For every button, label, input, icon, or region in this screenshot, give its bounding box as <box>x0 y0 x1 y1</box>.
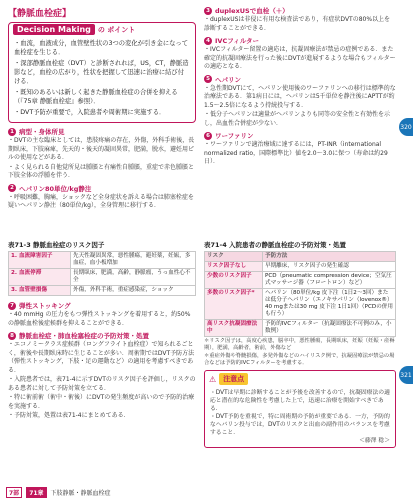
right-column <box>204 6 396 168</box>
dm-body <box>9 36 195 122</box>
caution-line: ・DVTは早期に診断することが予後を改善するので，抗凝固療法の適応と潜在的な危険性を考慮した上で，迅速に治療を開始すべきである． <box>210 390 390 412</box>
item-title: 静脈血栓症・肺血栓塞栓症の予防対策・処置 <box>19 332 149 340</box>
left-column <box>8 240 196 422</box>
row-value: PCD（pneumatic compression device；空気圧式マッサージ器（フロートロン）など） <box>263 272 396 289</box>
item-title: 弾性ストッキング <box>19 302 71 310</box>
dm-bullet: ・血流，血液成分，血管壁性状の3つの変化が引き金になって血栓症を生じる． <box>14 40 189 56</box>
row-header: 3. 血管壁損傷 <box>9 286 71 296</box>
row-header: 高リスク抗凝固療法中 <box>205 320 263 337</box>
section-title-text: 【静脈血栓症】 <box>8 9 72 19</box>
item-line: ・予防対策，処置は表71-4にまとめてある． <box>8 412 130 419</box>
item-line: ・低分子ヘパリンは適量がヘパリンよりも同等の安全性と有効性を示し，出血性合併症が少ない． <box>204 111 391 127</box>
item-7 <box>8 301 196 328</box>
row-value: 早期離床，リスク因子の発生確認 <box>263 262 396 272</box>
item-line: ・よく見られる自他覚所見は腫脹と有痛性自腫脹，重症で赤色腫脹と下肢全体の浮腫を伴う． <box>8 163 195 179</box>
table-row <box>9 269 196 286</box>
table-71-3-title: 表71-3 静脈血栓症のリスク因子 <box>8 241 105 249</box>
right-column <box>204 240 396 448</box>
table-71-4-title: 表71-4 入院患者の静脈血栓症の予防対策・処置 <box>204 241 347 249</box>
page-tab-321: 321 <box>399 366 413 384</box>
warning-icon: ⚠ <box>209 374 217 384</box>
table-note: ＊リスク因子は，高度心疾患，脳卒中，悪性腫瘍，長期臥床，妊娠（妊娠・産褥期），肥満，高齢者，術前，外傷など <box>204 338 395 351</box>
table-71-4 <box>204 251 396 337</box>
author: ＜藤澤 稔＞ <box>359 438 390 444</box>
item-1 <box>8 127 196 181</box>
item-line: ・IVCフィルター留置の適応は，抗凝固療法が禁忌の症例である．また確定的抗凝固療法を行った後にDVTが進展するような場合もフィルターの適応となる． <box>204 46 396 70</box>
table-row <box>205 262 396 272</box>
item-5 <box>204 75 396 129</box>
num-icon: 3 <box>204 7 212 15</box>
left-column <box>8 6 196 212</box>
item-line: ・特に術前術（術中・術後）にDVTの発生頻度が高いので予防的治療を実施する． <box>8 394 195 410</box>
footer-part: 7部 <box>6 487 22 498</box>
item-8 <box>8 331 196 421</box>
footer-title: 下肢静脈・静脈血栓症 <box>50 489 111 497</box>
row-header: 多数のリスク因子* <box>205 289 263 320</box>
item-line: ・急性期DVTにて，ヘパリン使用後のワーファリンへの移行は標準的な治療法である．第1病日には，ヘパリンは5千単位を静注後にAPTTが約1.5〜2.5倍になるよう持続投与する． <box>204 84 396 109</box>
table-row <box>205 320 396 337</box>
row-header: リスク因子なし <box>205 262 263 272</box>
num-icon: 1 <box>8 128 16 136</box>
row-header: 1. 血流障害因子 <box>9 252 71 269</box>
caution-body <box>205 387 395 447</box>
item-line: ・入院患者では，表71-4に示すDVTのリスク因子を評価し，リスクのある患者に対して予防対策を立てる． <box>8 376 196 392</box>
item-title: ワーファリン <box>215 132 254 140</box>
item-line: ・エコノミークラス症候群（ロングフライト血栓症）で知られるごとく，術後や長期臥床時に生じることが多い．周術期ではDVT予防方法（弾性ストッキング，下肢・足の運動など）の適用を考慮すべきである． <box>8 341 195 374</box>
item-4 <box>204 36 396 72</box>
row-value: 長期臥床，肥満，高齢，静脈瘤，うっ血性心不全 <box>71 269 196 286</box>
table-row <box>205 272 396 289</box>
dm-bullet: ・深部静脈血栓症（DVT）と診断されれば，US，CT，静脈造影など，血栓の広がり，性状を把握して迅速に治療に結び付ける． <box>14 60 189 85</box>
dm-header <box>9 23 195 36</box>
column-header: リスク <box>205 252 263 262</box>
item-6 <box>204 131 396 167</box>
row-value: 予防的IVCフィルター（抗凝固療法不可例のみ，小数例） <box>263 320 396 337</box>
item-line: ・ワーファリンで適治療域に達するには，PT-INR（international normalized ratio，国際標準比）値を2.0〜3.0に保つ（寿命は約29日）． <box>204 141 388 165</box>
table-row <box>9 252 196 269</box>
footer <box>0 484 413 500</box>
row-value: ヘパリン（80単位/kg 皮下注（1日2〜3回）または低分子ヘパリン（エノキサパリン（lovenox®）40 mgまたは30 mg 皮下注 1日1回）（PCDの併用も行う） <box>263 289 396 320</box>
num-icon: 5 <box>204 75 212 83</box>
num-icon: 7 <box>8 302 16 310</box>
page-320 <box>0 0 413 228</box>
item-title: IVCフィルター <box>215 37 259 45</box>
num-icon: 6 <box>204 132 212 140</box>
item-line: ・DVTの主な臨床としては，患肢疼痛の存在，外傷，外科手術後，長期臥床，下肢麻痺，先天的・後天的凝固異常，肥満，脱水，避妊用ピルの使用などがある． <box>8 137 195 161</box>
page-separator <box>0 228 413 236</box>
item-title: ヘパリン80単位/kg静注 <box>19 184 92 193</box>
item-line: ・duplexUSは非侵に有用な検査法であり，有症状DVTの80%以上を診断することができる． <box>204 16 391 32</box>
num-icon: 2 <box>8 184 16 192</box>
row-header: 少数のリスク因子 <box>205 272 263 289</box>
decision-making-box <box>8 22 196 123</box>
caution-header <box>205 371 395 387</box>
table-note: ＊重症外傷や脊髄損傷，多発外傷などのハイリスク例で，抗凝固療法が禁忌の場合などは予防的IVCフィルターを考慮する． <box>204 353 395 366</box>
table-row <box>9 286 196 296</box>
table-71-3 <box>8 251 196 296</box>
item-title: 病型・身体所見 <box>19 128 65 136</box>
caution-box <box>204 370 396 448</box>
table-row <box>205 289 396 320</box>
num-icon: 8 <box>8 332 16 340</box>
table-header-row <box>205 252 396 262</box>
dm-title: Decision Making <box>13 24 95 35</box>
page-tab-320: 320 <box>399 118 413 136</box>
caution-line: ・DVT予防を重視で，特に周術期の予防が重要である．一方，予防的なヘパリン投与では，DVTのリスクと出血の副作用のバランスを考慮すること． <box>210 414 390 436</box>
dm-bullet: ・既知のあるいは新しく起きた静脈血栓症の合併を抑える（『75章 静脈血栓症』参照）． <box>14 89 178 105</box>
item-3 <box>204 6 396 33</box>
num-icon: 4 <box>204 37 212 45</box>
row-value: 外傷，外科手術，重症感染症，ショック <box>71 286 196 296</box>
dm-subtitle: の ポイント <box>97 25 136 34</box>
page-321 <box>0 236 413 500</box>
item-title: duplexUSで血栓（＋） <box>215 7 289 15</box>
row-value: 先天性凝固異常，悪性腫瘍，避妊薬，妊娠，多血症，血小板増加 <box>71 252 196 269</box>
footer-chapter: 71章 <box>26 487 46 498</box>
item-title: ヘパリン <box>215 75 241 84</box>
caution-chip: 注意点 <box>219 373 248 385</box>
item-2 <box>8 184 196 211</box>
item-line: ・呼吸困難，胸痛，ショックなど全身症状を訴える場合は肺塞栓症を疑いヘパリン静注（80単位/kg），全身管理に移行する． <box>8 193 194 209</box>
dm-bullet: ・DVT予防が重要で，入院患者や周術期に実施する． <box>14 109 166 116</box>
row-header: 2. 血流停滞 <box>9 269 71 286</box>
column-header: 予防方法 <box>263 252 396 262</box>
section-title <box>8 6 196 19</box>
item-line: ・40 mmHg の圧力をもつ弾性ストッキングを着用すると，約50%の静脈血栓後症候群を抑えることができる． <box>8 311 191 327</box>
